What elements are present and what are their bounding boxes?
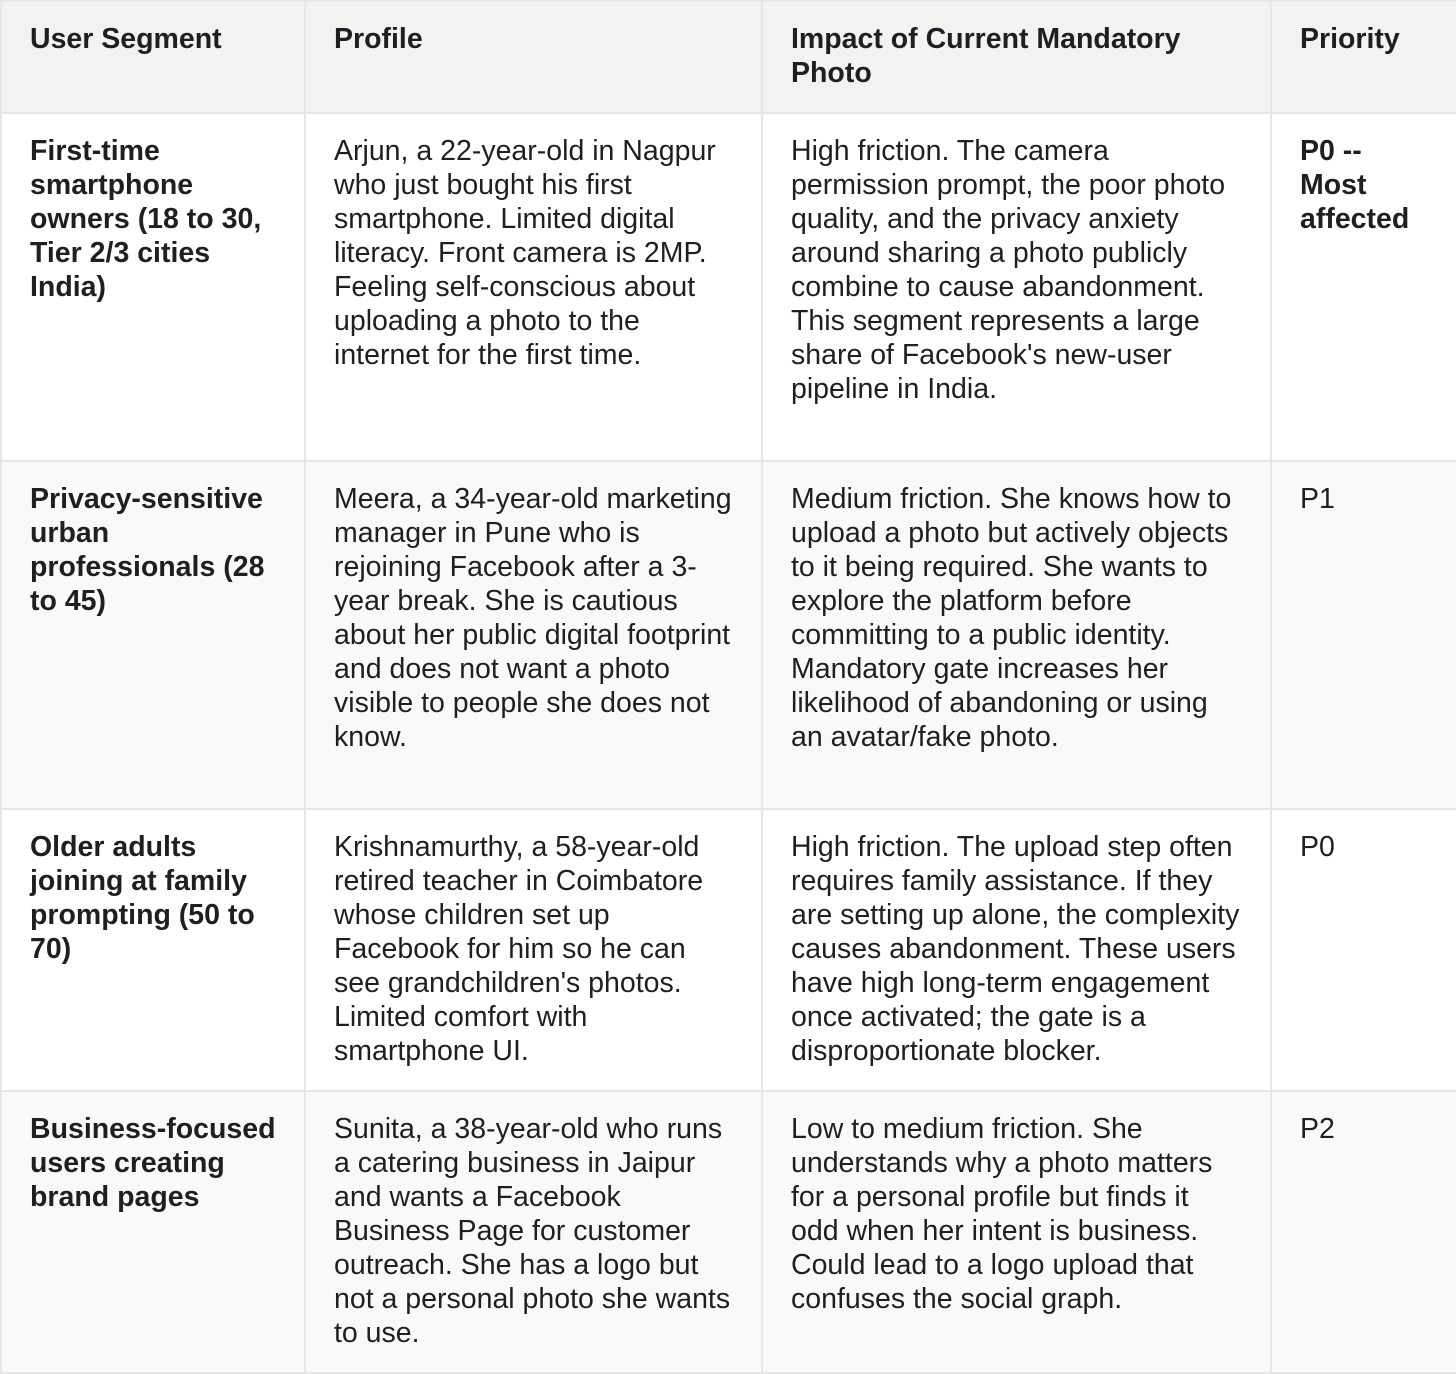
impact-cell: High friction. The camera permission prompt, the poor photo quality, and the privacy anxiety around sharing a photo publicly combine to cause abandonment. This segment represents a large share of Facebook's new-user pipeline in India.: [762, 113, 1271, 461]
segment-cell: Business-focused users creating brand pages: [1, 1091, 305, 1373]
profile-cell: Meera, a 34-year-old marketing manager in Pune who is rejoining Facebook after a 3-year break. She is cautious about her public digital footprint and does not want a photo visible to people she does not know.: [305, 461, 762, 809]
profile-cell: Krishnamurthy, a 58-year-old retired teacher in Coimbatore whose children set up Facebook for him so he can see grandchildren's photos. Limited comfort with smartphone UI.: [305, 809, 762, 1091]
table-row: [1, 113, 1456, 461]
segment-cell: Older adults joining at family prompting (50 to 70): [1, 809, 305, 1091]
header-priority: Priority: [1271, 1, 1456, 113]
priority-cell: P1: [1271, 461, 1456, 809]
impact-cell: High friction. The upload step often requires family assistance. If they are setting up alone, the complexity causes abandonment. These users have high long-term engagement once activated; the gate is a disproportionate blocker.: [762, 809, 1271, 1091]
segment-cell: First-time smartphone owners (18 to 30, Tier 2/3 cities India): [1, 113, 305, 461]
header-impact: Impact of Current Mandatory Photo: [762, 1, 1271, 113]
header-profile: Profile: [305, 1, 762, 113]
priority-cell: P2: [1271, 1091, 1456, 1373]
impact-cell: Medium friction. She knows how to upload a photo but actively objects to it being required. She wants to explore the platform before committing to a public identity. Mandatory gate increases her likelihood of abandoning or using an avatar/fake photo.: [762, 461, 1271, 809]
profile-cell: Arjun, a 22-year-old in Nagpur who just bought his first smartphone. Limited digital literacy. Front camera is 2MP. Feeling self-conscious about uploading a photo to the internet for the first time.: [305, 113, 762, 461]
header-user-segment: User Segment: [1, 1, 305, 113]
segment-cell: Privacy-sensitive urban professionals (28 to 45): [1, 461, 305, 809]
priority-cell: P0 -- Most affected: [1271, 113, 1456, 461]
impact-cell: Low to medium friction. She understands why a photo matters for a personal profile but finds it odd when her intent is business. Could lead to a logo upload that confuses the social graph.: [762, 1091, 1271, 1373]
table-header-row: [1, 1, 1456, 113]
table-row: [1, 1091, 1456, 1373]
table-row: [1, 461, 1456, 809]
profile-cell: Sunita, a 38-year-old who runs a catering business in Jaipur and wants a Facebook Business Page for customer outreach. She has a logo but not a personal photo she wants to use.: [305, 1091, 762, 1373]
priority-cell: P0: [1271, 809, 1456, 1091]
table-row: [1, 809, 1456, 1091]
